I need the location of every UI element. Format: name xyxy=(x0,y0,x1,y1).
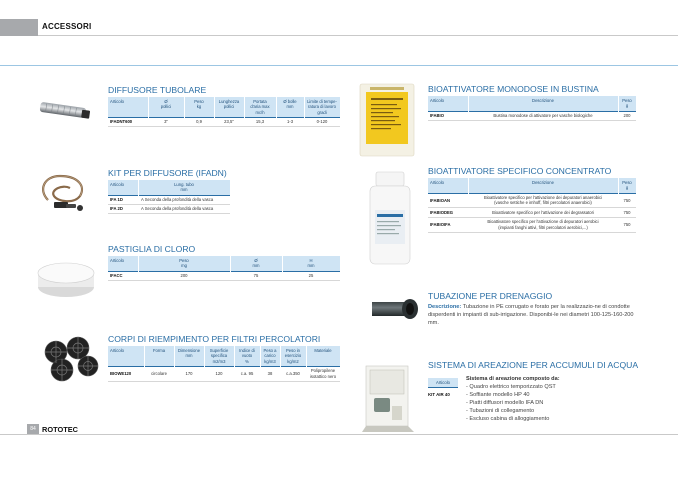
chlorine-tablet-image xyxy=(34,255,98,301)
column-header: Peso g xyxy=(618,178,636,193)
sachet-image xyxy=(358,82,416,158)
table-cell-code: IFADNT600 xyxy=(108,117,148,126)
header-gray-block xyxy=(0,19,38,36)
list-item: - Tubazioni di collegamento xyxy=(466,407,535,414)
table-row xyxy=(428,217,636,232)
aerazione-title: SISTEMA DI AREAZIONE PER ACCUMULI DI ACQUA xyxy=(428,360,639,370)
table-cell-code: IFABIOAN xyxy=(428,193,468,208)
fill-media-image xyxy=(36,334,102,384)
table-cell: 120 xyxy=(204,366,234,381)
table-cell: A Seconda della profondità della vasca xyxy=(138,204,230,213)
column-header: H mm xyxy=(282,256,340,271)
table-cell: 170 xyxy=(174,366,204,381)
column-header: Descrizione xyxy=(468,96,618,111)
concentrato-table xyxy=(428,178,637,233)
header-rule xyxy=(38,35,678,36)
aerazione-list-title: Sistema di areazione composto da: xyxy=(466,376,560,382)
column-header: Articolo xyxy=(108,256,138,271)
aerazione-header: Articolo xyxy=(428,378,458,388)
drenaggio-title: TUBAZIONE PER DRENAGGIO xyxy=(428,291,553,301)
drenaggio-text: Tubazione in PE corrugato e forato per la realizzazio-ne di condotte disperdenti in impianti di sub-irrigazione. Disponibi-le nei diametri 100-125-160-200 mm. xyxy=(428,304,634,326)
table-cell: Bioattivatore specifico per l'attivazione di depuratori aerobici (impianti fanghi attivi, filtri percolatori aerobici,...) xyxy=(468,217,618,232)
table-cell: Polipropilene isotattico nero xyxy=(306,366,340,381)
monodose-table xyxy=(428,96,637,121)
monodose-title: BIOATTIVATORE MONODOSE IN BUSTINA xyxy=(428,84,599,94)
table-cell: 0,9 xyxy=(184,117,214,126)
column-header: Peso kg xyxy=(184,97,214,117)
table-cell: 15,3 xyxy=(244,117,276,126)
pastiglia-title: PASTIGLIA DI CLORO xyxy=(108,244,196,254)
table-header-row xyxy=(108,256,340,271)
table-row xyxy=(428,208,636,217)
table-cell-code: IFA 2D xyxy=(108,204,138,213)
aeration-kit-image xyxy=(362,362,414,432)
corpi-table xyxy=(108,346,341,382)
footer-rule xyxy=(0,434,678,435)
column-header: Articolo xyxy=(108,180,138,195)
table-cell: 3" xyxy=(148,117,184,126)
page-number: 84 xyxy=(27,424,39,434)
column-header: Forma xyxy=(144,346,174,366)
table-row xyxy=(108,271,340,280)
diffusore-table xyxy=(108,97,341,127)
diffuser-tube-image xyxy=(38,98,94,122)
table-cell: 25 xyxy=(282,271,340,280)
brand-name: ROTOTEC xyxy=(42,425,78,434)
column-header: Articolo xyxy=(428,96,468,111)
table-cell: 750 xyxy=(618,208,636,217)
table-row xyxy=(108,117,340,126)
table-cell-code: IFACC xyxy=(108,271,138,280)
table-header-row xyxy=(428,96,636,111)
column-header: Portata d'aria max mc/h xyxy=(244,97,276,117)
kit-table xyxy=(108,180,231,214)
table-header-row xyxy=(108,180,230,195)
table-cell: 0-120 xyxy=(304,117,340,126)
table-cell: 38 xyxy=(260,366,280,381)
list-item: - Quadro elettrico temporizzato QST xyxy=(466,383,556,390)
table-cell: c.a. 95 xyxy=(234,366,260,381)
list-item: - Escluso cabina di alloggiamento xyxy=(466,415,550,422)
table-cell: circolare xyxy=(144,366,174,381)
column-header: Peso in esercizio kg/m2 xyxy=(280,346,306,366)
table-cell: Bustina monodose di attivatore per vasche biologiche xyxy=(468,111,618,120)
table-cell-code: IFABIODEG xyxy=(428,208,468,217)
column-header: Materiale xyxy=(306,346,340,366)
table-cell: 23,5" xyxy=(214,117,244,126)
kit-title: KIT PER DIFFUSORE (IFADN) xyxy=(108,168,227,178)
table-row xyxy=(428,111,636,120)
column-header: Limite di tempe- ratura di lavoro gradi xyxy=(304,97,340,117)
table-header-row xyxy=(428,178,636,193)
table-row xyxy=(108,204,230,213)
table-cell: 200 xyxy=(618,111,636,120)
blue-divider xyxy=(0,65,678,66)
diffusore-title: DIFFUSORE TUBOLARE xyxy=(108,85,207,95)
column-header: Peso a carico kg/m3 xyxy=(260,346,280,366)
column-header: Lung. tubo mm xyxy=(138,180,230,195)
pastiglia-table xyxy=(108,256,341,281)
column-header: Peso g xyxy=(618,96,636,111)
table-row xyxy=(428,193,636,208)
jar-image xyxy=(366,170,414,266)
column-header: Articolo xyxy=(108,346,144,366)
table-cell: Bioattivatore specifico per l'attivazione dei depuratori anaerobici (vasche settiche e imhoff, filtri percolatori anaerobici) xyxy=(468,193,618,208)
table-cell-code: IFABIO xyxy=(428,111,468,120)
table-cell-code: IFABIOIFA xyxy=(428,217,468,232)
column-header: Articolo xyxy=(108,97,148,117)
table-cell: 75 xyxy=(230,271,282,280)
table-cell: c.a.350 xyxy=(280,366,306,381)
table-cell: 750 xyxy=(618,193,636,208)
table-cell-code: IFA 1D xyxy=(108,195,138,204)
corpi-title: CORPI DI RIEMPIMENTO PER FILTRI PERCOLATORI xyxy=(108,334,321,344)
table-row xyxy=(108,195,230,204)
list-item: - Soffiante modello HP 40 xyxy=(466,391,530,398)
table-header-row xyxy=(108,346,340,366)
column-header: Lunghezza pollici xyxy=(214,97,244,117)
column-header: Peso mg xyxy=(138,256,230,271)
aerazione-list xyxy=(466,376,560,424)
table-cell-code: BIOWE120 xyxy=(108,366,144,381)
column-header: Indice di vuoto % xyxy=(234,346,260,366)
table-cell: 750 xyxy=(618,217,636,232)
table-header-row xyxy=(108,97,340,117)
column-header: Ø mm xyxy=(230,256,282,271)
table-row xyxy=(108,366,340,381)
column-header: Superficie specifica m2/m3 xyxy=(204,346,234,366)
table-cell: 1-3 xyxy=(276,117,304,126)
column-header: Ø bolle mm xyxy=(276,97,304,117)
drenaggio-label: Descrizione: xyxy=(428,304,462,310)
aerazione-code: KIT AIR 40 xyxy=(428,392,450,397)
table-cell: A Seconda della profondità della vasca xyxy=(138,195,230,204)
section-label: ACCESSORI xyxy=(42,22,92,31)
drenaggio-description xyxy=(428,304,636,328)
list-item: - Piatti diffusori modello IFA DN xyxy=(466,399,544,406)
concentrato-title: BIOATTIVATORE SPECIFICO CONCENTRATO xyxy=(428,166,612,176)
column-header: Ø pollici xyxy=(148,97,184,117)
column-header: Articolo xyxy=(428,178,468,193)
table-cell: Bioattivatore specifico per l'attivazione dei degrassatori xyxy=(468,208,618,217)
column-header: Dimensione mm xyxy=(174,346,204,366)
column-header: Descrizione xyxy=(468,178,618,193)
diffuser-kit-image xyxy=(36,170,92,220)
drainage-pipe-image xyxy=(370,296,420,322)
table-cell: 200 xyxy=(138,271,230,280)
